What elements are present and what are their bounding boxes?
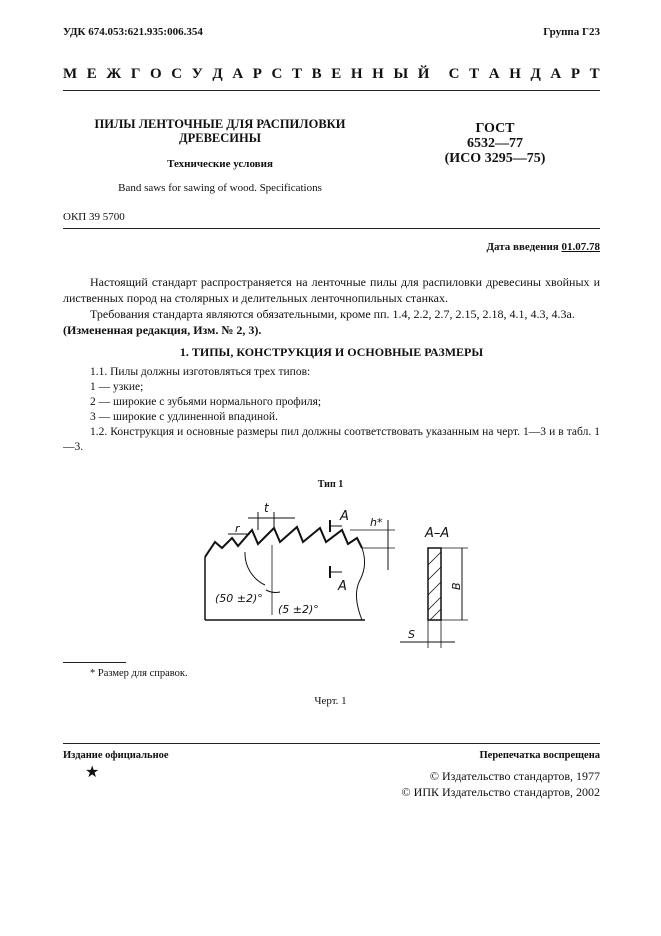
iso-number: (ИСО 3295—75) [444, 151, 546, 166]
title-line-2: ДРЕВЕСИНЫ [179, 131, 261, 145]
gost-label: ГОСТ [475, 121, 515, 136]
official-edition: Издание официальное [63, 750, 169, 761]
type-2: 2 — широкие с зубьями нормального профиля; [90, 396, 322, 408]
intro-date-label: Дата введения [486, 241, 559, 253]
section-1-title: 1. ТИПЫ, КОНСТРУКЦИЯ И ОСНОВНЫЕ РАЗМЕРЫ [179, 345, 484, 359]
interstate-letter: Е [331, 66, 342, 82]
gost-number-block [420, 121, 570, 166]
type-1: 1 — узкие; [90, 381, 144, 393]
star-icon: ★ [85, 764, 100, 781]
interstate-letter: С [171, 66, 183, 82]
interstate-letter: Г [130, 66, 141, 82]
udk-code: УДК 674.053:621.935:006.354 [63, 26, 203, 38]
section-a-top: A [340, 509, 349, 524]
scope-paragraph: Настоящий стандарт распространяется на ленточные пилы для распиловки древесины хвойных и лиственных пород на столярных и делительных ленточнопильных станках. [63, 275, 600, 305]
interstate-letter: М [63, 66, 78, 82]
copyright-2002: © ИПК Издательство стандартов, 2002 [401, 785, 600, 799]
figure-caption: Черт. 1 [314, 695, 347, 707]
interstate-standard-heading [63, 66, 600, 83]
interstate-letter: Ы [393, 66, 409, 82]
item-1-2: 1.2. Конструкция и основные размеры пил должны соответствовать указанным на черт. 1—3 и в табл. 1—3. [63, 426, 600, 453]
interstate-letter: Н [372, 66, 384, 82]
dim-r-label: r [235, 522, 240, 535]
interstate-letter: Й [417, 66, 430, 82]
figure-type-label: Тип 1 [317, 479, 344, 490]
dim-s-label: S [408, 628, 415, 641]
interstate-letter: Е [86, 66, 97, 82]
amendment-note: (Измененная редакция, Изм. № 2, 3). [63, 323, 262, 337]
dim-angle-5: (5 ±2)° [278, 603, 319, 616]
group-code: Группа Г23 [543, 26, 600, 38]
section-a-bottom: A [338, 579, 347, 594]
interstate-letter: Т [589, 66, 600, 82]
interstate-letter: В [311, 66, 322, 82]
blade-break-line [356, 548, 364, 620]
intro-date-value: 01.07.78 [561, 241, 600, 253]
dim-h-label: h* [370, 516, 383, 529]
blade-teeth-outline [205, 527, 362, 557]
interstate-letter: Ж [106, 66, 122, 82]
interstate-letter: А [550, 66, 562, 82]
requirements-paragraph [63, 306, 600, 338]
section-aa-title: А–А [425, 526, 450, 541]
interstate-letter: С [448, 66, 460, 82]
requirements-text: Требования стандарта являются обязательными, кроме пп. 1.4, 2.2, 2.7, 2.15, 2.18, 4.1, 4.3, 4.3а. [90, 307, 575, 321]
title-subtitle: Технические условия [167, 158, 273, 170]
title-line-1: ПИЛЫ ЛЕНТОЧНЫЕ ДЛЯ РАСПИЛОВКИ [94, 117, 346, 131]
copyright-1977: © Издательство стандартов, 1977 [429, 769, 600, 783]
interstate-letter: Т [292, 66, 303, 82]
reprint-prohibited: Перепечатка воспрещена [479, 750, 600, 761]
dim-angle-50: (50 ±2)° [215, 592, 263, 605]
item-1-1: 1.1. Пилы должны изготовляться трех типов: [90, 366, 311, 378]
header-divider [63, 90, 600, 91]
interstate-letter: Н [350, 66, 363, 82]
interstate-letter: А [232, 66, 244, 82]
dim-b-label: B [450, 582, 463, 590]
interstate-letter: Д [212, 66, 223, 82]
dim-t-label: t [264, 501, 269, 515]
standard-title-block [80, 117, 360, 194]
interstate-letter: Д [530, 66, 541, 82]
interstate-letter: С [271, 66, 283, 82]
okp-code: ОКП 39 5700 [63, 211, 125, 223]
footnote-divider [63, 662, 126, 663]
footer-divider [63, 743, 600, 744]
interstate-letter: А [488, 66, 500, 82]
type-3: 3 — широкие с удлиненной впадиной. [90, 411, 278, 423]
title-english: Band saws for sawing of wood. Specifications [118, 182, 322, 194]
introduction-date [486, 241, 600, 253]
saw-blade-drawing [0, 490, 661, 660]
interstate-letter: Т [469, 66, 480, 82]
interstate-letter: Р [570, 66, 581, 82]
interstate-letter: Н [509, 66, 521, 82]
interstate-letter: Р [252, 66, 262, 82]
okp-divider [63, 228, 600, 229]
gost-number: 6532—77 [467, 136, 523, 151]
interstate-letter: У [191, 66, 203, 82]
interstate-letter: О [150, 66, 162, 82]
footnote-text: * Размер для справок. [90, 668, 188, 679]
